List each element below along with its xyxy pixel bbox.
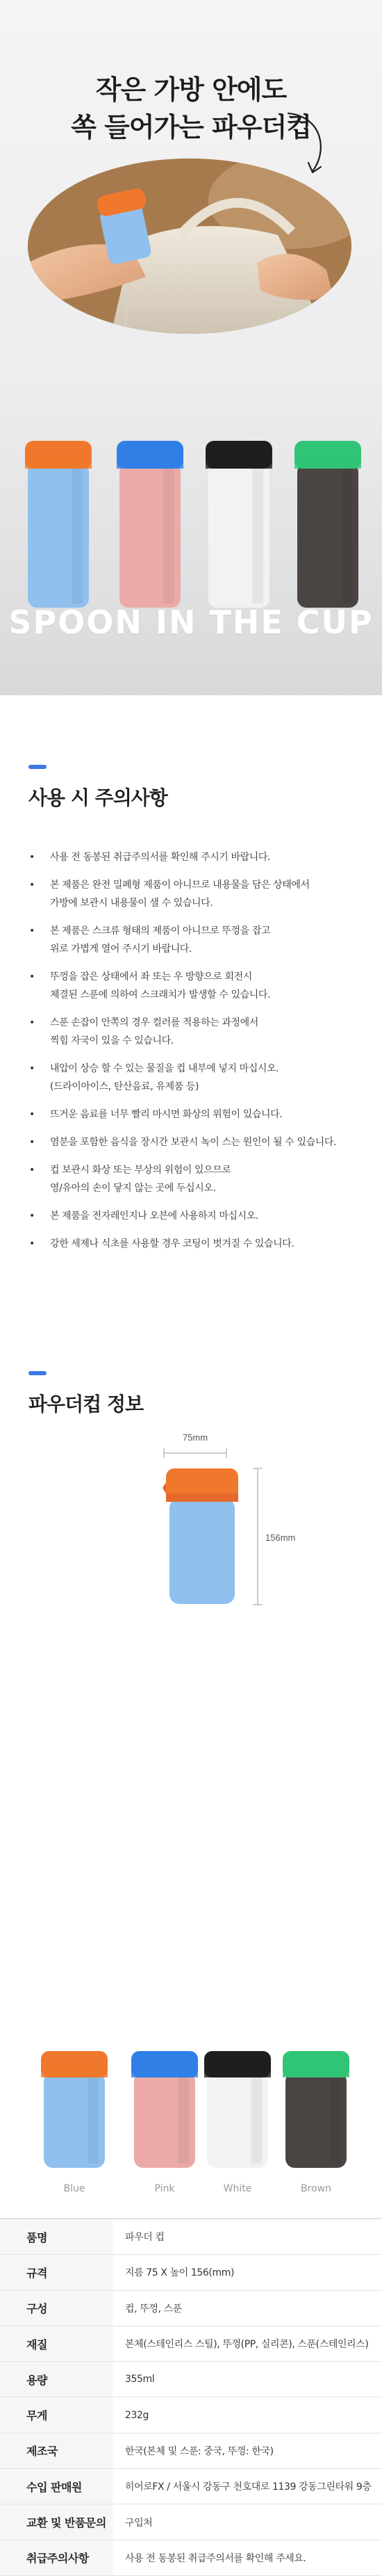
color-name-label: Pink	[154, 2183, 175, 2194]
spec-row	[0, 2291, 382, 2326]
caution-item-text: 내압이 상승 할 수 있는 물질을 컵 내부에 넣지 마십시오. (드라이아이스, 탄산음료, 유제품 등)	[50, 1063, 279, 1092]
spec-key: 규격	[0, 2255, 113, 2290]
caution-item	[29, 1207, 356, 1225]
caution-item	[29, 922, 356, 958]
bag-illustration	[28, 159, 351, 334]
section-accent-bar	[28, 765, 47, 769]
cup-brown-green	[294, 441, 361, 608]
cup-blue-orange	[41, 2051, 108, 2168]
bullet-icon: •	[29, 925, 35, 937]
spec-value: 컵, 뚜껑, 스푼	[125, 2303, 182, 2315]
caution-item-text: 사용 전 동봉된 취급주의서를 확인해 주시기 바랍니다.	[50, 852, 271, 863]
height-label: 156mm	[265, 1532, 296, 1543]
spec-key: 제조국	[0, 2433, 113, 2468]
bullet-icon: •	[29, 1109, 35, 1120]
spec-key: 취급주의사항	[0, 2541, 113, 2575]
color-name-label: Brown	[301, 2183, 331, 2194]
spec-value: 사용 전 동봉된 취급주의서를 확인해 주세요.	[125, 2552, 306, 2564]
spec-key: 용량	[0, 2362, 113, 2397]
caution-item	[29, 1133, 356, 1151]
spec-row	[0, 2397, 382, 2433]
cup-pink-blue	[117, 441, 183, 608]
usage-caution-header	[28, 765, 167, 811]
caution-item	[29, 1060, 356, 1096]
spec-row	[0, 2255, 382, 2290]
caution-item	[29, 1105, 356, 1124]
spec-value: 구입처	[125, 2517, 153, 2529]
spec-row	[0, 2504, 382, 2540]
dimension-diagram	[0, 1356, 382, 2218]
product-info-section	[0, 1356, 382, 2218]
spec-value: 한국(본체 및 스푼: 중국, 뚜껑: 한국)	[125, 2445, 274, 2457]
curved-arrow-icon	[285, 110, 333, 186]
bullet-icon: •	[29, 1238, 35, 1249]
spec-key: 재질	[0, 2326, 113, 2361]
caution-item-text: 뚜껑을 잡은 상태에서 좌 또는 우 방향으로 회전시 체결된 스푼에 의하여 스크래치가 발생할 수 있습니다.	[50, 971, 271, 1001]
spec-value: 355ml	[125, 2374, 155, 2385]
hero-title-line2: 쏙 들어가는 파우더컵	[71, 112, 311, 143]
bullet-icon: •	[29, 1137, 35, 1148]
bullet-icon: •	[29, 1063, 35, 1074]
caution-item-text: 본 제품은 완전 밀폐형 제품이 아니므로 내용물을 담은 상태에서 가방에 보관시 내용물이 샐 수 있습니다.	[50, 880, 310, 909]
spec-row	[0, 2326, 382, 2362]
spec-value: 파우더 컵	[125, 2232, 165, 2244]
spec-value: 히어로FX / 서울시 강동구 천호대로 1139 강동그린타워 9층	[125, 2481, 372, 2493]
caution-item	[29, 1161, 356, 1197]
cup-pink-blue	[131, 2051, 198, 2168]
spec-key: 무게	[0, 2397, 113, 2432]
spec-row	[0, 2219, 382, 2255]
bullet-icon: •	[29, 1017, 35, 1028]
hero-title-line1: 작은 가방 안에도	[95, 74, 287, 105]
cup-white-black	[206, 441, 272, 608]
caution-item-text: 강한 세제나 식초를 사용할 경우 코팅이 벗겨질 수 있습니다.	[50, 1238, 294, 1249]
caution-item-text: 컵 보관시 화상 또는 부상의 위험이 있으므로 영/유아의 손이 닿지 않는 곳에 두십시오.	[50, 1165, 231, 1194]
bullet-icon: •	[29, 1165, 35, 1176]
spec-row	[0, 2541, 382, 2576]
caution-item-text: 뜨거운 음료를 너무 빨리 마시면 화상의 위험이 있습니다.	[50, 1109, 283, 1120]
width-label: 75mm	[182, 1432, 208, 1443]
usage-caution-title: 사용 시 주의사항	[28, 786, 167, 809]
caution-item	[29, 848, 356, 866]
hero-section	[0, 0, 382, 695]
caution-item-text: 본 제품을 전자레인지나 오븐에 사용하지 마십시오.	[50, 1210, 258, 1222]
brand-wordmark: SPOON IN THE CUP	[8, 604, 374, 641]
caution-item-text: 염분을 포함한 음식을 장시간 보관시 녹이 스는 원인이 될 수 있습니다.	[50, 1137, 337, 1148]
spec-key: 교환 및 반품문의	[0, 2504, 113, 2539]
caution-item-text: 스푼 손잡이 안쪽의 경우 컬러를 적용하는 과정에서 찍힘 자국이 있을 수 있습니다.	[50, 1017, 258, 1046]
spec-key: 수입 판매원	[0, 2469, 113, 2504]
usage-caution-section	[0, 695, 382, 1356]
spec-value: 지름 75 X 높이 156(mm)	[125, 2267, 235, 2279]
spec-row	[0, 2362, 382, 2397]
spec-value: 232g	[125, 2409, 149, 2421]
spec-table	[0, 2218, 382, 2576]
bullet-icon: •	[29, 971, 35, 982]
hero-lifestyle-photo	[28, 159, 351, 334]
bullet-icon: •	[29, 852, 35, 863]
caution-item	[29, 1014, 356, 1050]
spec-row	[0, 2433, 382, 2469]
measured-cup	[163, 1468, 238, 1604]
caution-item	[29, 876, 356, 912]
caution-item-text: 본 제품은 스크류 형태의 제품이 아니므로 뚜껑을 잡고 위로 가볍게 열어 주시기 바랍니다.	[50, 925, 271, 955]
cup-white-black	[204, 2051, 271, 2168]
caution-item	[29, 968, 356, 1004]
spec-row	[0, 2469, 382, 2504]
spec-key: 품명	[0, 2219, 113, 2254]
caution-list	[29, 848, 356, 1263]
cup-blue-orange	[25, 441, 92, 608]
bullet-icon: •	[29, 880, 35, 891]
cup-brown-green	[283, 2051, 349, 2168]
bullet-icon: •	[29, 1210, 35, 1222]
color-name-label: Blue	[63, 2183, 85, 2194]
color-name-label: White	[223, 2183, 252, 2194]
spec-value: 본체(스테인리스 스틸), 뚜껑(PP, 실리콘), 스푼(스테인리스)	[125, 2339, 369, 2351]
caution-item	[29, 1235, 356, 1253]
product-info-title: 파우더컵 정보	[28, 1393, 144, 1416]
spec-key: 구성	[0, 2291, 113, 2326]
